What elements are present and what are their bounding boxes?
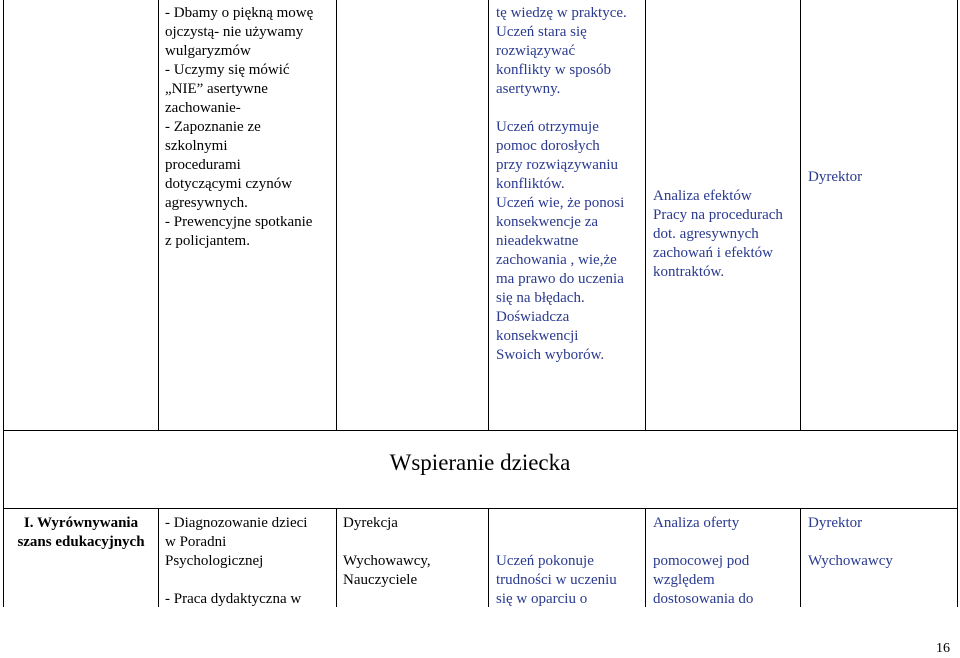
col-divider-5-lower xyxy=(800,508,801,607)
table-border-left xyxy=(3,0,4,607)
lower-responsible-text-b: Wychowawcy xyxy=(808,553,893,569)
page-number: 16 xyxy=(936,641,950,656)
lower-area-text: I. Wyrównywania szans edukacyjnych xyxy=(17,515,145,550)
table-border-right xyxy=(957,0,958,607)
upper-cell-tasks xyxy=(165,4,335,251)
upper-outcomes-text-a: tę wiedzę w praktyce. xyxy=(496,5,627,21)
lower-implementers-text-a: Dyrekcja xyxy=(343,515,398,531)
lower-implementers-text-b: Wychowawcy, Nauczyciele xyxy=(343,553,431,588)
col-divider-1-upper xyxy=(158,0,159,430)
col-divider-4-upper xyxy=(645,0,646,430)
lower-evaluation-text-a: Analiza oferty xyxy=(653,515,740,531)
lower-cell-responsible xyxy=(808,514,954,571)
col-divider-2-lower xyxy=(336,508,337,607)
lower-outcomes-text: Uczeń pokonuje trudności w uczeniu się w oparciu o xyxy=(496,553,617,607)
lower-cell-implementers xyxy=(343,514,487,590)
upper-tasks-text: - Dbamy o piękną mowę ojczystą- nie używamy wulgaryzmów - Uczymy się mówić „NIE” asertywne zachowanie- - Zapoznanie ze szkolnymi procedurami dotyczącymi czynów agresywnych. - Prewencyjne spotkanie z policjantem. xyxy=(165,5,314,249)
row-divider-upper-bottom xyxy=(3,430,958,431)
upper-cell-evaluation xyxy=(653,187,799,282)
col-divider-5-upper xyxy=(800,0,801,430)
lower-responsible-text-a: Dyrektor xyxy=(808,515,863,531)
lower-tasks-text-b: - Praca dydaktyczna w xyxy=(165,591,302,607)
lower-cell-tasks xyxy=(165,514,335,609)
lower-tasks-text-a: - Diagnozowanie dzieci w Poradni Psychologicznej xyxy=(165,515,308,569)
section-title: Wspieranie dziecka xyxy=(389,450,571,475)
upper-responsible-text: Dyrektor xyxy=(808,169,863,185)
upper-cell-responsible xyxy=(808,168,954,187)
col-divider-4-lower xyxy=(645,508,646,607)
upper-evaluation-text: Analiza efektów Pracy na procedurach dot. agresywnych zachowań i efektów kontraktów. xyxy=(653,188,783,280)
lower-cell-area xyxy=(6,514,156,552)
col-divider-3-upper xyxy=(488,0,489,430)
lower-cell-outcomes xyxy=(496,552,644,609)
row-divider-title-bottom xyxy=(3,508,958,509)
upper-outcomes-text-b: Uczeń stara się rozwiązywać konflikty w sposób asertywny. xyxy=(496,24,612,97)
lower-evaluation-text-b: pomocowej pod względem dostosowania do xyxy=(653,553,754,607)
col-divider-1-lower xyxy=(158,508,159,607)
upper-outcomes-text-c: Uczeń otrzymuje pomoc dorosłych przy rozwiązywaniu konfliktów. Uczeń wie, że ponosi konsekwencje za nieadekwatne zachowania , wie,że ma prawo do uczenia się na błędach. Doświadcza konsekwencji Swoich wyborów. xyxy=(496,119,625,363)
upper-cell-outcomes xyxy=(496,4,644,365)
lower-cell-evaluation xyxy=(653,514,799,609)
col-divider-3-lower xyxy=(488,508,489,607)
col-divider-2-upper xyxy=(336,0,337,430)
